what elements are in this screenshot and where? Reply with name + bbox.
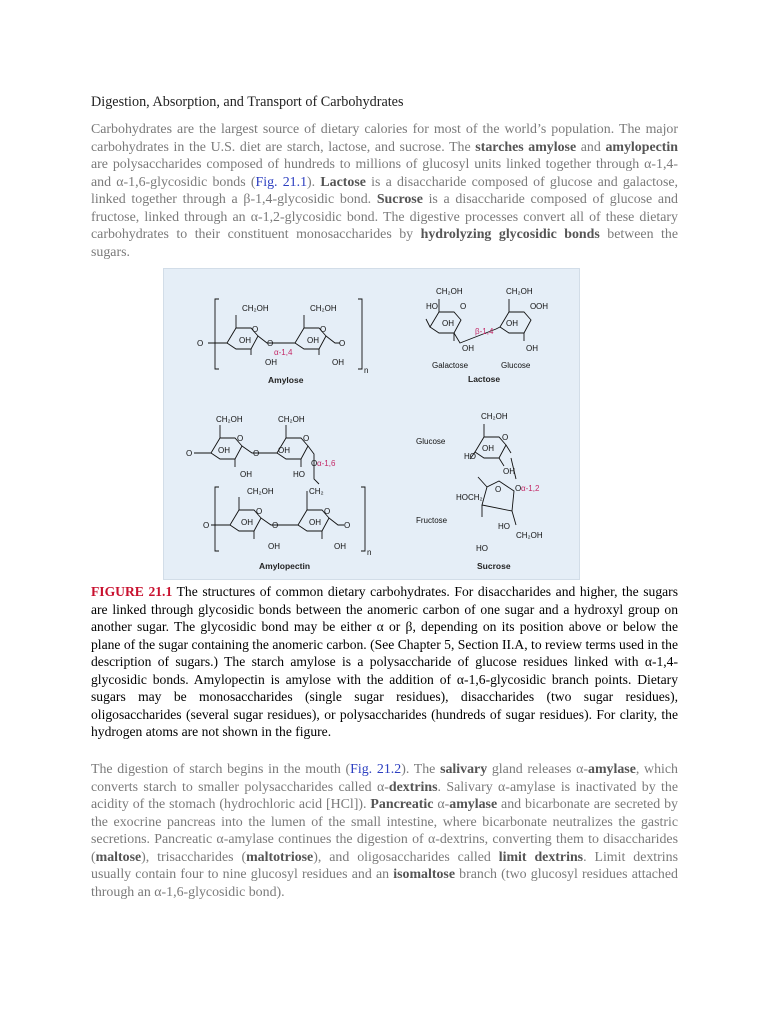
- bold-term: salivary: [440, 762, 488, 777]
- text-run: are polysaccharides composed of hundreds to millions of glucosyl units linked together through α-1,4- and α-1,6-glycosidic bonds (: [91, 157, 678, 190]
- amylopectin-ho: HO: [293, 470, 305, 479]
- bold-term: Sucrose: [376, 192, 423, 207]
- amylopectin-branch-o: O: [311, 459, 318, 468]
- lactose-glucose-label: Glucose: [501, 361, 531, 370]
- amylose-oh-3: OH: [265, 358, 277, 367]
- amylose-oh-2: OH: [307, 336, 319, 345]
- amylopectin-o-right-2: O: [344, 521, 351, 530]
- amylose-ring-o-2: O: [320, 325, 327, 334]
- bold-term: isomaltose: [393, 867, 455, 882]
- sucrose-ring-o-2: O: [495, 485, 502, 494]
- sucrose-hoch2: HOCH₂: [456, 493, 483, 502]
- sucrose-link-o: O: [515, 484, 522, 493]
- text-run: is a disaccharide composed of glucose and fructose, linked through an α-1,2-glycosidic bond. The digestive processes convert all of these dietary carbohydrates to their constituent monosaccharides by: [91, 192, 678, 242]
- lactose-ho: HO: [426, 302, 438, 311]
- amylose-oh-1: OH: [239, 336, 251, 345]
- amylose-oh-4: OH: [332, 358, 344, 367]
- amylose-o-left: O: [197, 339, 204, 348]
- amylopectin-ring-o-4: O: [324, 507, 331, 516]
- lactose-oh-3: OH: [462, 344, 474, 353]
- text-run: and bicarbonate are secreted by the exocrine pancreas into the lumen of the small intestine, where bicarbonate neutralizes the gastric secretions. Pancreatic α-amylase continues the digestion of α-dextrins, converting them to disaccharides (: [91, 797, 678, 865]
- amylopectin-label: Amylopectin: [259, 561, 311, 571]
- sucrose-ch2oh-1: CH₂OH: [481, 412, 508, 421]
- amylopectin-oh-5: OH: [309, 518, 321, 527]
- bold-term: maltotriose: [246, 849, 314, 865]
- amylose-label: Amylose: [268, 375, 304, 385]
- figure-label: FIGURE 21.1: [91, 584, 173, 599]
- text-run: . Salivary α-amylase is inactivated by the acidity of the stomach (hydrochloric acid [HCl]).: [91, 779, 678, 812]
- bold-term: Lactose: [320, 174, 366, 190]
- lactose-oh-4: OH: [526, 344, 538, 353]
- text-run: between the sugars.: [91, 227, 678, 260]
- amylopectin-oh-2: OH: [278, 446, 290, 455]
- lactose-ring-o-2: O: [530, 302, 537, 311]
- amylose-o-mid: O: [267, 339, 274, 348]
- bold-term: amylase: [449, 797, 498, 812]
- text-run: gland releases α-: [487, 762, 589, 777]
- sucrose-alpha12: α-1,2: [521, 484, 540, 493]
- sucrose-glucose-label: Glucose: [416, 437, 446, 446]
- sucrose-ch2oh-2: CH₂OH: [516, 531, 543, 540]
- figure-21-1: [163, 268, 580, 580]
- amylopectin-ring-o-1: O: [237, 434, 244, 443]
- bold-term: starches amylose: [475, 139, 577, 155]
- amylopectin-ring-o-2: O: [303, 434, 310, 443]
- sucrose-oh-2: OH: [503, 467, 515, 476]
- amylopectin-o-mid: O: [253, 449, 260, 458]
- figure-link[interactable]: Fig. 21.2: [350, 762, 402, 777]
- intro-paragraph: [91, 121, 678, 261]
- bold-term: amylopectin: [605, 139, 678, 155]
- sucrose-ho-2: HO: [498, 522, 510, 531]
- text-run: ).: [307, 174, 321, 190]
- amylopectin-alpha16: α-1,6: [317, 459, 336, 468]
- text-run: Carbohydrates are the largest source of dietary calories for most of the world’s population. The major carbohydrates in the U.S. diet are starch, lactose, and sucrose. The: [91, 122, 678, 155]
- text-run: α-: [433, 797, 450, 812]
- bold-term: maltose: [95, 849, 142, 865]
- lactose-ch2oh-1: CH₂OH: [436, 287, 463, 296]
- amylopectin-ch2: CH₂: [309, 487, 324, 496]
- amylopectin-ring-o-3: O: [256, 507, 263, 516]
- text-run: . Limit dextrins usually contain four to nine glucosyl residues and an: [91, 849, 678, 882]
- lactose-oh-2: OH: [506, 319, 518, 328]
- lactose-oh-anomeric: OH: [536, 302, 548, 311]
- sucrose-ho-1: HO: [464, 452, 476, 461]
- sucrose-ho-3: HO: [476, 544, 488, 553]
- amylose-alpha14: α-1,4: [274, 348, 293, 357]
- digestion-paragraph: [91, 761, 678, 901]
- text-run: ), and oligosaccharides called: [313, 849, 499, 865]
- carbohydrate-structures-diagram: [164, 269, 579, 579]
- text-run: The digestion of starch begins in the mouth (: [91, 762, 351, 777]
- figure-caption: [91, 583, 678, 741]
- amylopectin-o-mid-2: O: [272, 521, 279, 530]
- section-heading: Digestion, Absorption, and Transport of Carbohydrates: [91, 94, 404, 110]
- lactose-oh-1: OH: [442, 319, 454, 328]
- lactose-ring-o-1: O: [460, 302, 467, 311]
- bold-term: dextrins: [388, 779, 438, 795]
- bold-term: Pancreatic: [370, 797, 434, 812]
- text-run: and: [576, 139, 606, 155]
- amylose-ch2oh-2: CH₂OH: [310, 304, 337, 313]
- text-run: is a disaccharide composed of glucose and galactose, linked together through a β-1,4-glycosidic bond.: [91, 174, 679, 207]
- amylopectin-o-left-2: O: [203, 521, 210, 530]
- amylopectin-oh-3: OH: [240, 470, 252, 479]
- caption-text: The structures of common dietary carbohydrates. For disaccharides and higher, the sugars are linked through glycosidic bonds between the anomeric carbon of one sugar and a hydroxyl group on another sugar. The glycosidic bond may be either α or β, depending on its position above or below the plane of the sugar containing the anomeric carbon. (See Chapter 5, Section II.A, to review terms used in the description of sugars.) The starch amylose is a polysaccharide of glucose residues linked with α-1,4-glycosidic bonds. Amylopectin is amylose with the addition of α-1,6-glycosidic branch points. Dietary sugars may be monosaccharides (single sugar residues), disaccharides (two sugar residues), oligosaccharides (several sugar residues), or polysaccharides (hundreds of sugar residues). For clarity, the hydrogen atoms are not shown in the figure.: [91, 584, 678, 739]
- text-run: , which converts starch to smaller polysaccharides called α-: [91, 762, 678, 795]
- lactose-label: Lactose: [468, 374, 501, 384]
- lactose-ch2oh-2: CH₂OH: [506, 287, 533, 296]
- amylopectin-ch2oh-1: CH₂OH: [216, 415, 243, 424]
- amylopectin-oh-1: OH: [218, 446, 230, 455]
- amylopectin-o-left: O: [186, 449, 193, 458]
- amylopectin-oh-4: OH: [241, 518, 253, 527]
- figure-link[interactable]: Fig. 21.1: [255, 174, 308, 190]
- sucrose-ring-o-1: O: [502, 433, 509, 442]
- text-run: ), trisaccharides (: [141, 849, 247, 865]
- amylopectin-ch2oh-3: CH₂OH: [247, 487, 274, 496]
- amylose-ring-o-1: O: [252, 325, 259, 334]
- amylopectin-n: n: [367, 548, 372, 557]
- bold-term: limit dextrins: [498, 849, 584, 865]
- amylose-n: n: [364, 366, 369, 375]
- text-run: branch (two glucosyl residues attached through an α-1,6-glycosidic bond).: [91, 867, 678, 900]
- amylose-o-right: O: [339, 339, 346, 348]
- text-run: ). The: [401, 762, 441, 777]
- bold-term: amylase: [588, 762, 636, 777]
- galactose-label: Galactose: [432, 361, 469, 370]
- sucrose-label: Sucrose: [477, 561, 511, 571]
- amylopectin-oh-6: OH: [268, 542, 280, 551]
- amylopectin-ch2oh-2: CH₂OH: [278, 415, 305, 424]
- bold-term: hydrolyzing glycosidic bonds: [420, 227, 600, 242]
- amylopectin-oh-7: OH: [334, 542, 346, 551]
- sucrose-oh-1: OH: [482, 444, 494, 453]
- lactose-beta14: β-1,4: [475, 327, 494, 336]
- amylose-ch2oh-1: CH₂OH: [242, 304, 269, 313]
- fructose-label: Fructose: [416, 516, 448, 525]
